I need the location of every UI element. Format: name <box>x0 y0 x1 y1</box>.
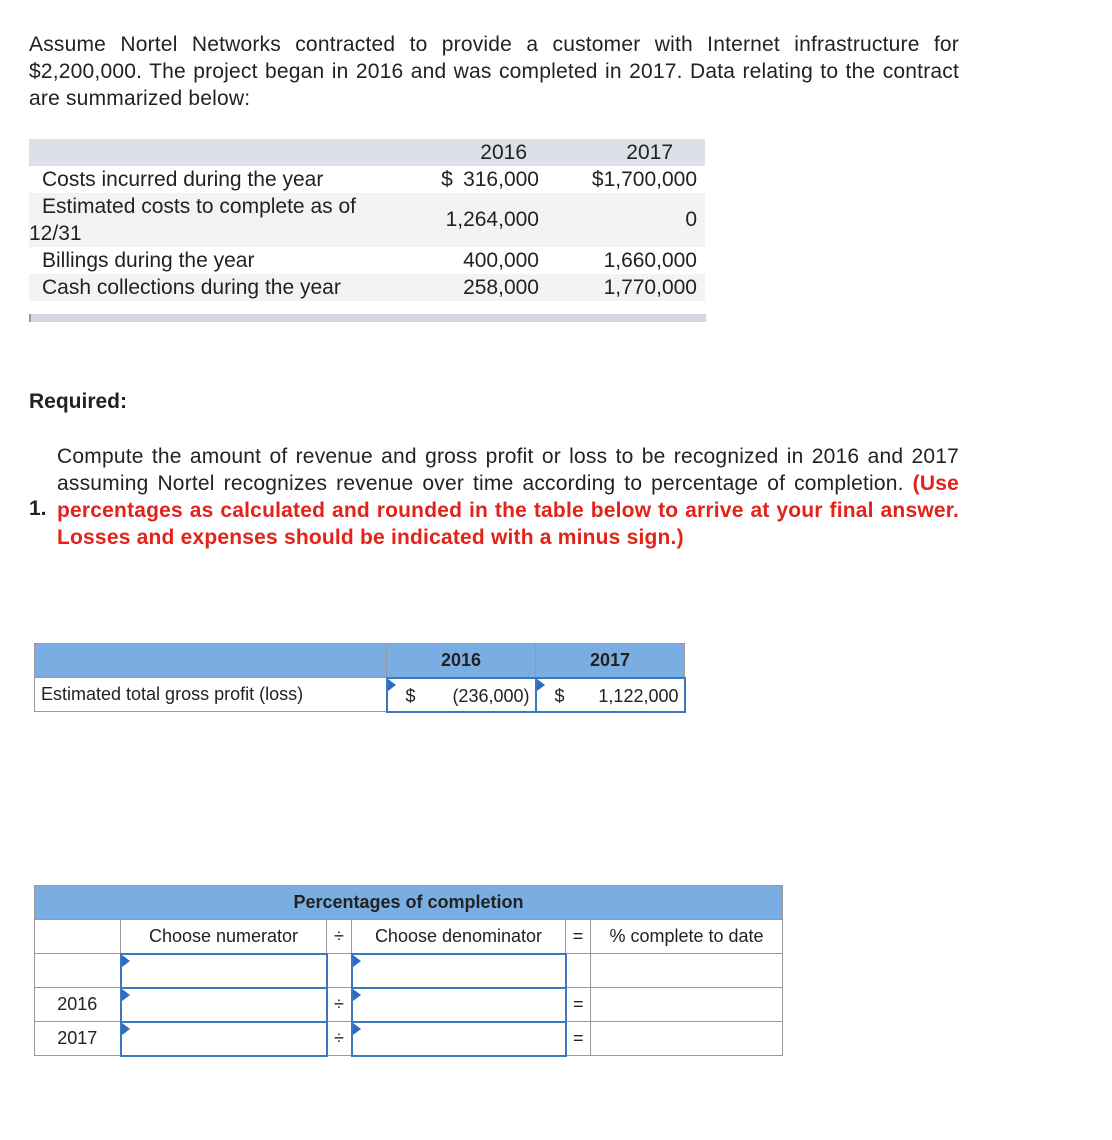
input-flag-icon <box>122 1023 130 1035</box>
gross-profit-table <box>34 643 686 713</box>
result-2017 <box>591 1022 783 1056</box>
gp-col-2017: 2017 <box>536 644 685 678</box>
col-2017: 2017 <box>626 140 673 164</box>
pct-table-title: Percentages of completion <box>35 886 783 920</box>
denominator-header: Choose denominator <box>352 920 566 954</box>
input-flag-icon <box>388 679 396 691</box>
input-flag-icon <box>122 989 130 1001</box>
result-2016 <box>591 988 783 1022</box>
table-divider <box>29 314 706 322</box>
numerator-header: Choose numerator <box>121 920 327 954</box>
gp-row-label: Estimated total gross profit (loss) <box>35 678 387 712</box>
numerator-label-input[interactable] <box>121 954 327 988</box>
data-table-header <box>29 139 705 166</box>
result-header: % complete to date <box>591 920 783 954</box>
gp-2016-input[interactable]: $ (236,000) <box>387 678 536 712</box>
col-2016: 2016 <box>480 140 527 164</box>
gp-2017-input[interactable]: $ 1,122,000 <box>536 678 685 712</box>
table-row: Billings during the year 400,000 1,660,000 <box>42 248 697 272</box>
denominator-2017-input[interactable] <box>352 1022 566 1056</box>
input-flag-icon <box>353 955 361 967</box>
denominator-label-input[interactable] <box>352 954 566 988</box>
numerator-2017-input[interactable] <box>121 1022 327 1056</box>
input-flag-icon <box>353 1023 361 1035</box>
table-row: Estimated costs to complete as of 12/31 1,264,000 0 <box>29 193 705 247</box>
table-row: Cash collections during the year 258,000 1,770,000 <box>29 274 705 301</box>
question-number: 1. <box>29 497 47 520</box>
intro-paragraph: Assume Nortel Networks contracted to provide a customer with Internet infrastructure for $2,200,000. The project began in 2016 and was completed in 2017. Data relating to the contract are summarized below: <box>29 33 959 110</box>
year-label-2016: 2016 <box>35 988 121 1022</box>
question-instruction: (Use percentages as calculated and rounded in the table below to arrive at your final answer. Losses and expenses should be indicated with a minus sign.) <box>57 472 959 549</box>
table-row: Costs incurred during the year $ 316,000 $1,700,000 <box>42 167 697 191</box>
input-flag-icon <box>537 679 545 691</box>
gp-col-2016: 2016 <box>387 644 536 678</box>
percentage-completion-table: Percentages of completion Choose numerator ÷ Choose denominator = % complete to date 2016 ÷ = 2017 ÷ = <box>34 885 783 1057</box>
input-flag-icon <box>122 955 130 967</box>
question-text: Compute the amount of revenue and gross profit or loss to be recognized in 2016 and 2017 assuming Nortel recognizes revenue over time according to percentage of completion. (Use percentages as calculated and rounded in the table below to arrive at your final answer. Losses and expenses should be indicated with a minus sign.) <box>57 445 959 549</box>
denominator-2016-input[interactable] <box>352 988 566 1022</box>
contract-data-table <box>29 139 705 301</box>
year-label-2017: 2017 <box>35 1022 121 1056</box>
input-flag-icon <box>353 989 361 1001</box>
required-heading: Required: <box>29 390 128 413</box>
numerator-2016-input[interactable] <box>121 988 327 1022</box>
